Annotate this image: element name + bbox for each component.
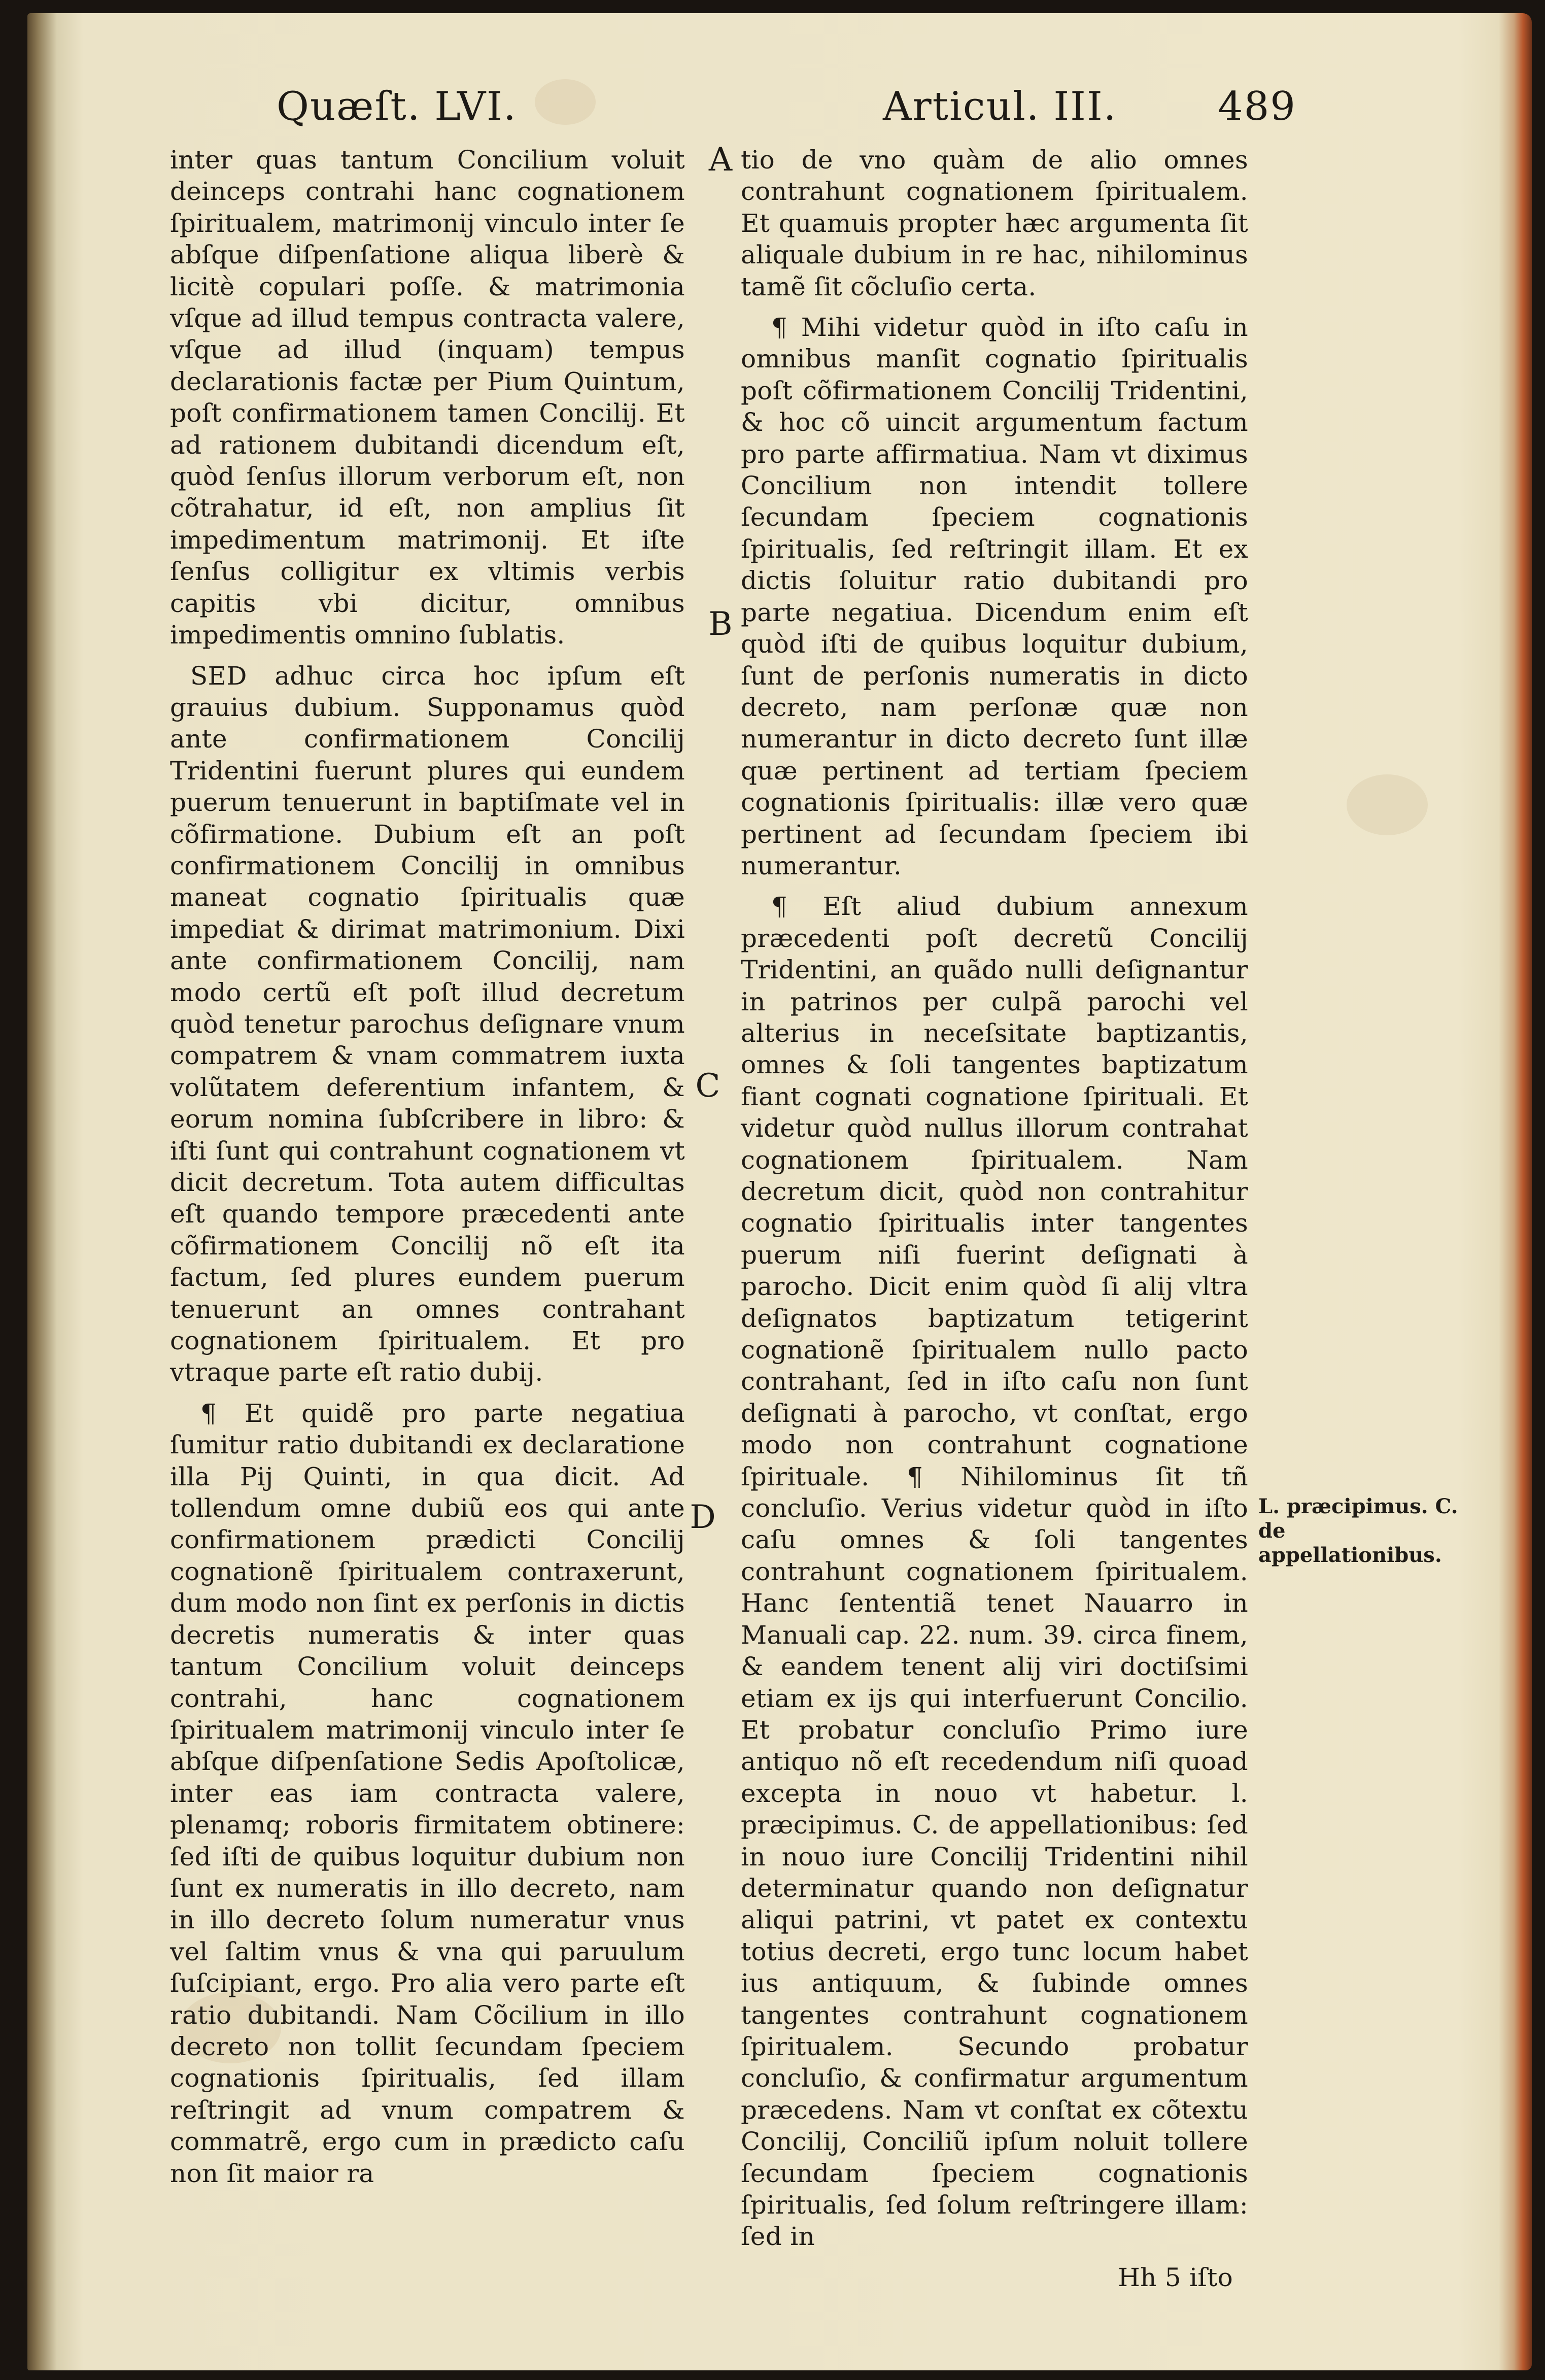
section-marker-c: C: [695, 1067, 720, 1105]
section-marker-d: D: [690, 1499, 716, 1536]
left-paragraph-2: SED adhuc circa hoc ipſum eſt grauius dubium. Supponamus quòd ante confirmationem Concilij Tridentini fuerunt plures qui eundem puerum tenuerunt in baptiſmate vel in cõfirmatione. Dubium eſt an poſt confirmationem Concilij in omnibus maneat cognatio ſpiritualis quæ impediat & dirimat matrimonium. Dixi ante confirmationem Concilij, nam modo certũ eſt poſt illud decretum quòd tenetur parochus deſignare vnum compatrem & vnam commatrem iuxta volũtatem deferentium infantem, & eorum nomina ſubſcribere in libro: & iſti ſunt qui contrahunt cognationem vt dicit decretum. Tota autem difficultas eſt quando tempore præcedenti ante cõfirmationem Concilij nõ eſt ita factum, ſed plures eundem puerum tenuerunt an omnes contrahant cognationem ſpiritualem. Et pro vtraque parte eſt ratio dubij.: [170, 661, 685, 1387]
catchword: Hh 5 iſto: [1118, 2262, 1233, 2292]
right-column: [741, 144, 1248, 2293]
running-head-right: Articul. III.: [883, 84, 1117, 129]
stain: [1347, 774, 1428, 835]
right-paragraph-2: ¶ Mihi videtur quòd in iſto caſu in omnibus manſit cognatio ſpiritualis poſt cõfirmationem Concilij Tridentini, & hoc cõ uincit argumentum factum pro parte affirmatiua. Nam vt diximus Concilium non intendit tollere ſecundam ſpeciem cognationis ſpiritualis, ſed reſtringit illam. Et ex dictis ſoluitur ratio dubitandi pro parte negatiua. Dicendum enim eſt quòd iſti de quibus loquitur dubium, ſunt de perſonis numeratis in dicto decreto, nam perſonæ quæ non numerantur in dicto decreto ſunt illæ quæ pertinent ad tertiam ſpeciem cognationis ſpiritualis: illæ vero quæ pertinent ad ſecundam ſpeciem ibi numerantur.: [741, 313, 1248, 880]
left-paragraph-3: ¶ Et quidẽ pro parte negatiua ſumitur ratio dubitandi ex declaratione illa Pij Quinti, in qua dicit. Ad tollendum omne dubiũ eos qui ante confirmationem prædicti Concilij cognationẽ ſpiritualem contraxerunt, dum modo non ſint ex perſonis in dictis decretis numeratis & inter quas tantum Concilium voluit deinceps contrahi, hanc cognationem ſpiritualem matrimonij vinculo inter ſe abſque diſpenſatione Sedis Apoſtolicæ, inter eas iam contracta valere, plenamq; roboris firmitatem obtinere: ſed iſti de quibus loquitur dubium non ſunt ex numeratis in illo decreto, nam in illo decreto ſolum numeratur vnus vel ſaltim vnus & vna qui paruulum ſuſcipiant, ergo. Pro alia vero parte eſt ratio dubitandi. Nam Cõcilium in illo decreto non tollit ſecundam ſpeciem cognationis ſpiritualis, ſed illam reſtringit ad vnum compatrem & commatrẽ, ergo cum in prædicto caſu non ſit maior ra: [170, 1398, 685, 2188]
section-marker-b: B: [708, 605, 733, 643]
right-paragraph-3: ¶ Eſt aliud dubium annexum præcedenti poſt decretũ Concilij Tridentini, an quãdo nulli deſignantur in patrinos per culpã parochi vel alterius in neceſsitate baptizantis, omnes & ſoli tangentes baptizatum fiant cognati cognatione ſpirituali. Et videtur quòd nullus illorum contrahat cognationem ſpiritualem. Nam decretum dicit, quòd non contrahitur cognatio ſpiritualis inter tangentes puerum niſi fuerint deſignati à parocho. Dicit enim quòd ſi alij vltra deſignatos baptizatum tetigerint cognationẽ ſpiritualem nullo pacto contrahant, ſed in iſto caſu non ſunt deſignati à parocho, vt conſtat, ergo modo non contrahunt cognatione ſpirituale. ¶ Nihilominus ſit tñ concluſio. Verius videtur quòd in iſto caſu omnes & ſoli tangentes contrahunt cognationem ſpiritualem. Hanc ſententiã tenet Nauarro in Manuali cap. 22. num. 39. circa finem, & eandem tenent alij viri doctiſsimi etiam ex ijs qui interfuerunt Concilio. Et probatur concluſio Primo iure antiquo nõ eſt recedendum niſi quoad excepta in nouo vt habetur. l. præcipimus. C. de appellationibus: ſed in nouo iure Concilij Tridentini nihil determinatur quando non deſignatur aliqui patrini, vt patet ex contextu totius decreti, ergo tunc locum habet ius antiquum, & ſubinde omnes tangentes contrahunt cognationem ſpiritualem. Secundo probatur concluſio, & confirmatur argumentum præcedens. Nam vt conſtat ex cõtextu Concilij, Conciliũ ipſum noluit tollere ſecundam ſpeciem cognationis ſpiritualis, ſed ſolum reſtringere illam: ſed in: [741, 892, 1248, 2252]
stain: [535, 79, 596, 125]
marginal-note: L. præcipimus. C. de appellationibus.: [1258, 1494, 1458, 1567]
left-column: [170, 144, 685, 2198]
left-paragraph-1: inter quas tantum Concilium voluit deinceps contrahi hanc cognationem ſpiritualem, matrimonij vinculo inter ſe abſque diſpenſatione aliqua liberè & licitè copulari poſſe. & matrimonia vſque ad illud tempus contracta valere, vſque ad illud (inquam) tempus declarationis factæ per Pium Quintum, poſt confirmationem tamen Concilij. Et ad rationem dubitandi dicendum eſt, quòd ſenſus illorum verborum eſt, non cõtrahatur, id eſt, non amplius ſit impedimentum matrimonij. Et iſte ſenſus colligitur ex vltimis verbis capitis vbi dicitur, omnibus impedimentis omnino ſublatis.: [170, 145, 685, 650]
page-number: 489: [1218, 84, 1296, 129]
running-head-left: Quæſt. LVI.: [277, 84, 517, 129]
right-paragraph-1: tio de vno quàm de alio omnes contrahunt cognationem ſpiritualem. Et quamuis propter hæc argumenta ſit aliquale dubium in re hac, nihilominus tamẽ ſit cõcluſio certa.: [741, 145, 1248, 301]
section-marker-a: A: [708, 141, 733, 179]
